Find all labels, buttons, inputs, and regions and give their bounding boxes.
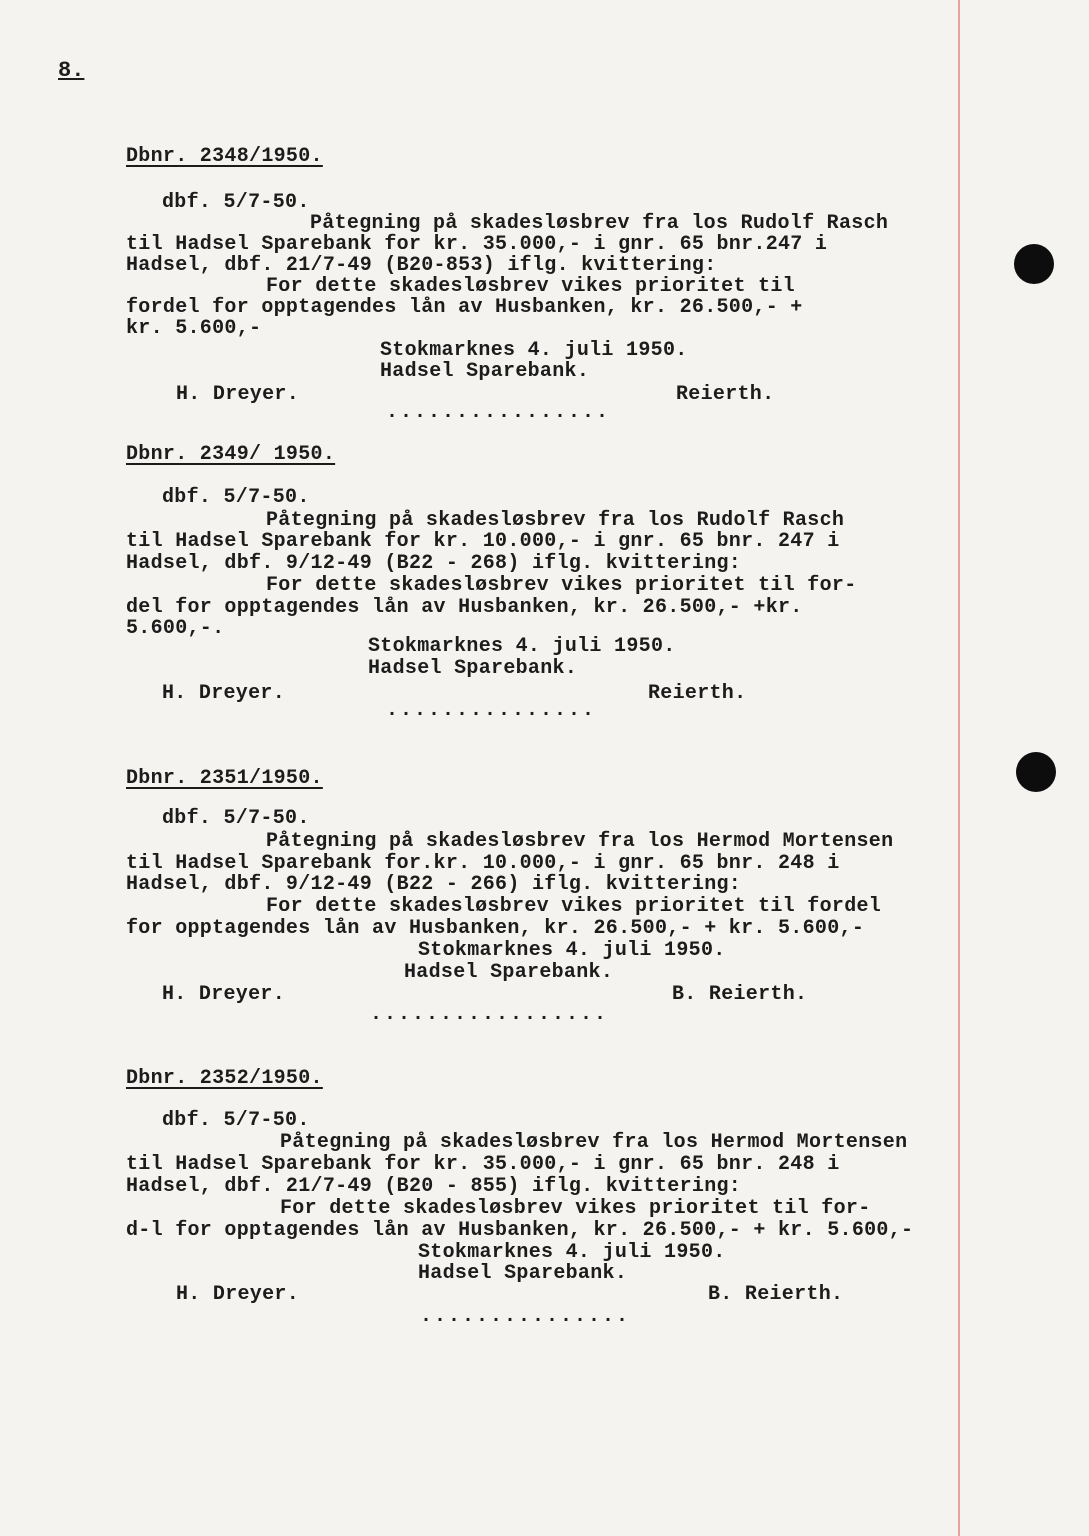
signature-right: Reierth.: [676, 383, 775, 406]
dotted-rule: .................: [370, 1003, 609, 1026]
entry-ref: Dbnr. 2348/1950.: [126, 145, 323, 168]
entry-body-line: d-l for opptagendes lån av Husbanken, kr. 26.500,- + kr. 5.600,-: [126, 1219, 914, 1242]
entry-body-line: Hadsel, dbf. 21/7-49 (B20 - 855) iflg. kvittering:: [126, 1175, 742, 1198]
page-number: 8.: [58, 58, 85, 83]
entry-body-line: Påtegning på skadesløsbrev fra los Rudolf Rasch: [310, 212, 889, 235]
place-date: Stokmarknes 4. juli 1950.: [418, 939, 726, 962]
entry-body-line: til Hadsel Sparebank for kr. 10.000,- i gnr. 65 bnr. 247 i: [126, 530, 840, 553]
entry-date: dbf. 5/7-50.: [162, 807, 310, 830]
entry-date: dbf. 5/7-50.: [162, 486, 310, 509]
entry-body-line: Hadsel, dbf. 9/12-49 (B22 - 268) iflg. kvittering:: [126, 552, 742, 575]
entry-body-line: del for opptagendes lån av Husbanken, kr. 26.500,- +kr.: [126, 596, 803, 619]
dotted-rule: ...............: [420, 1305, 631, 1328]
entry-body-line: Påtegning på skadesløsbrev fra los Hermod Mortensen: [266, 830, 894, 853]
entry-date: dbf. 5/7-50.: [162, 1109, 310, 1132]
signature-right: B. Reierth.: [708, 1283, 844, 1306]
bank-name: Hadsel Sparebank.: [418, 1262, 628, 1285]
entry-body-line: Påtegning på skadesløsbrev fra los Hermod Mortensen: [280, 1131, 908, 1154]
signature-left: H. Dreyer.: [176, 1283, 300, 1306]
entry-ref: Dbnr. 2352/1950.: [126, 1067, 323, 1090]
entry-body-line: For dette skadesløsbrev vikes prioritet til for-: [280, 1197, 871, 1220]
signature-right: Reierth.: [648, 682, 747, 705]
entry-body-line: for opptagendes lån av Husbanken, kr. 26.500,- + kr. 5.600,-: [126, 917, 865, 940]
entry-body-line: til Hadsel Sparebank for kr. 35.000,- i gnr. 65 bnr.247 i: [126, 233, 828, 256]
entry-body-line: For dette skadesløsbrev vikes prioritet til for-: [266, 574, 857, 597]
signature-left: H. Dreyer.: [162, 682, 286, 705]
signature-left: H. Dreyer.: [176, 383, 300, 406]
punch-hole: [1014, 244, 1054, 284]
entry-body-line: til Hadsel Sparebank for.kr. 10.000,- i gnr. 65 bnr. 248 i: [126, 852, 840, 875]
entry-date: dbf. 5/7-50.: [162, 191, 310, 214]
signature-left: H. Dreyer.: [162, 983, 286, 1006]
entry-body-line: Hadsel, dbf. 21/7-49 (B20-853) iflg. kvittering:: [126, 254, 717, 277]
entry-body-line: kr. 5.600,-: [126, 317, 262, 340]
entry-body-line: til Hadsel Sparebank for kr. 35.000,- i gnr. 65 bnr. 248 i: [126, 1153, 840, 1176]
margin-line: [958, 0, 960, 1536]
entry-body-line: Hadsel, dbf. 9/12-49 (B22 - 266) iflg. kvittering:: [126, 873, 742, 896]
signature-right: B. Reierth.: [672, 983, 808, 1006]
punch-hole: [1016, 752, 1056, 792]
entry-ref: Dbnr. 2349/ 1950.: [126, 443, 336, 466]
dotted-rule: ................: [386, 401, 611, 424]
entry-body-line: For dette skadesløsbrev vikes prioritet til: [266, 275, 795, 298]
entry-body-line: 5.600,-.: [126, 617, 225, 640]
dotted-rule: ...............: [386, 699, 597, 722]
bank-name: Hadsel Sparebank.: [404, 961, 614, 984]
entry-body-line: fordel for opptagendes lån av Husbanken, kr. 26.500,- +: [126, 296, 803, 319]
entry-ref: Dbnr. 2351/1950.: [126, 767, 323, 790]
entry-body-line: Påtegning på skadesløsbrev fra los Rudolf Rasch: [266, 509, 845, 532]
bank-name: Hadsel Sparebank.: [380, 360, 590, 383]
place-date: Stokmarknes 4. juli 1950.: [418, 1241, 726, 1264]
place-date: Stokmarknes 4. juli 1950.: [368, 635, 676, 658]
entry-body-line: For dette skadesløsbrev vikes prioritet til fordel: [266, 895, 882, 918]
bank-name: Hadsel Sparebank.: [368, 657, 578, 680]
place-date: Stokmarknes 4. juli 1950.: [380, 339, 688, 362]
